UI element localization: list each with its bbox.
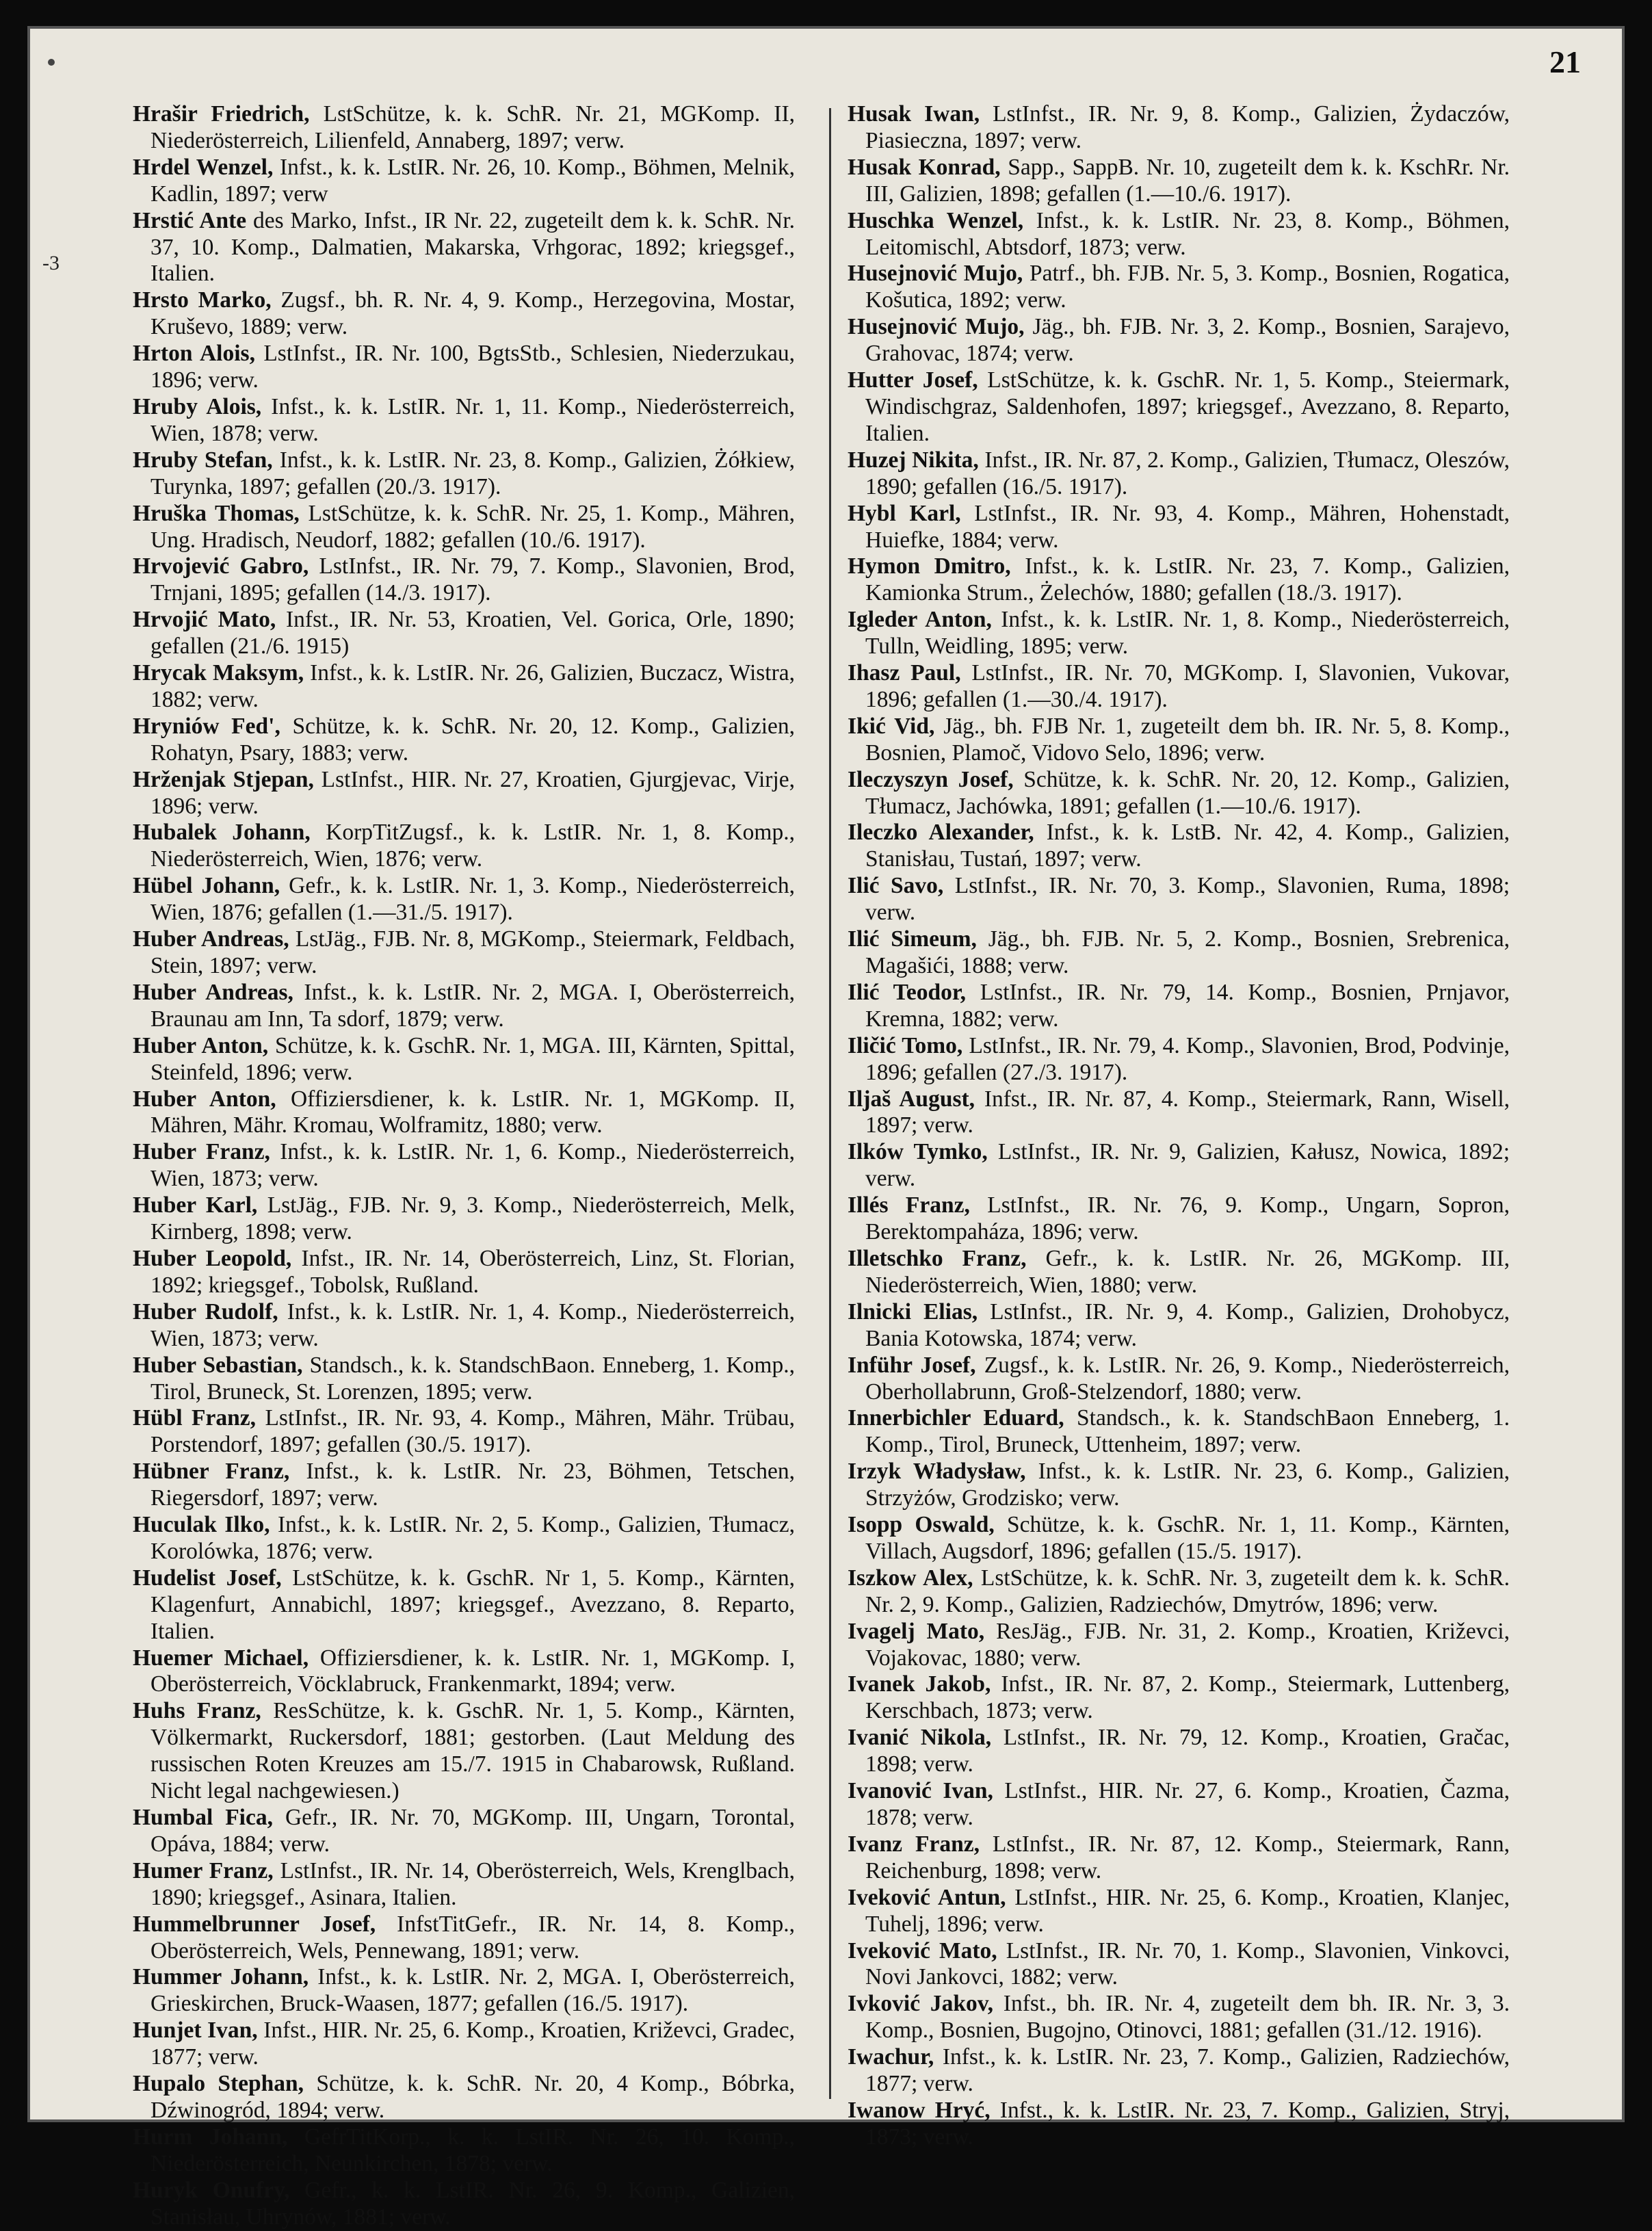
- register-entry: [133, 1459, 795, 1512]
- entry-details: Jäg., bh. FJB. Nr. 5, 2. Komp., Bosnien, Srebrenica, Magašići, 1888; verw.: [865, 926, 1510, 978]
- entry-details: LstInfst., IR. Nr. 100, BgtsStb., Schlesien, Niederzukau, 1896; verw.: [150, 341, 795, 393]
- register-entry: [133, 1299, 795, 1353]
- entry-details: Infst., k. k. LstB. Nr. 42, 4. Komp., Galizien, Stanisłau, Tustań, 1897; verw.: [865, 820, 1510, 872]
- register-entry: [848, 1885, 1510, 1938]
- register-entry: [848, 208, 1510, 261]
- entry-name: Ilić Simeum,: [848, 926, 977, 952]
- entry-name: Hupalo Stephan,: [133, 2071, 304, 2097]
- entry-details: GefrTitKorp., k. k. LstIR. Nr. 26, 10. Komp., Niederösterreich, Neunkirchen, 1878; verw.: [150, 2124, 795, 2176]
- entry-name: Humer Franz,: [133, 1857, 274, 1883]
- entry-name: Ileczko Alexander,: [848, 820, 1034, 846]
- entry-name: Huber Franz,: [133, 1139, 270, 1165]
- register-entry: [848, 1086, 1510, 1140]
- register-entry: [133, 447, 795, 501]
- entry-name: Hruška Thomas,: [133, 500, 300, 526]
- entry-name: Hruby Stefan,: [133, 447, 273, 473]
- entry-details: Infst., IR. Nr. 53, Kroatien, Vel. Gorica, Orle, 1890; gefallen (21./6. 1915): [150, 607, 795, 660]
- entry-details: LstJäg., FJB. Nr. 9, 3. Komp., Niederösterreich, Melk, Kirnberg, 1898; verw.: [150, 1192, 796, 1245]
- entry-name: Hübner Franz,: [133, 1459, 290, 1485]
- register-entry: [133, 394, 795, 447]
- register-entry: [848, 1139, 1510, 1192]
- entry-name: Ilić Savo,: [848, 873, 944, 899]
- entry-name: Hunjet Ivan,: [133, 2018, 258, 2044]
- entry-name: Ivković Jakov,: [848, 1991, 994, 2017]
- entry-name: Ilić Teodor,: [848, 979, 967, 1005]
- register-entry: [848, 1725, 1510, 1778]
- entry-details: KorpTitZugsf., k. k. LstIR. Nr. 1, 8. Komp., Niederösterreich, Wien, 1876; verw.: [150, 820, 795, 872]
- entry-details: Zugsf., k. k. LstIR. Nr. 26, 9. Komp., Niederösterreich, Oberhollabrunn, Groß-Stelzendorf, 1880; verw.: [865, 1352, 1510, 1405]
- entry-details: Infst., k. k. LstIR. Nr. 1, 11. Komp., Niederösterreich, Wien, 1878; verw.: [150, 393, 796, 446]
- entry-name: Hutter Josef,: [848, 367, 978, 393]
- register-entry: [133, 1033, 795, 1086]
- entry-name: Hrvojić Mato,: [133, 607, 276, 633]
- register-entry: [848, 767, 1510, 820]
- register-entry: [133, 1912, 795, 1965]
- entry-name: Huber Karl,: [133, 1192, 258, 1218]
- register-entry: [133, 980, 795, 1033]
- entry-name: Ivanz Franz,: [848, 1831, 980, 1857]
- entry-details: Schütze, k. k. GschR. Nr. 1, MGA. III, Kärnten, Spittal, Steinfeld, 1896; verw.: [150, 1032, 795, 1085]
- entry-name: Hybl Karl,: [848, 500, 961, 526]
- entry-details: Schütze, k. k. GschR. Nr. 1, 11. Komp., Kärnten, Villach, Augsdorf, 1896; gefallen (15./5. 1917).: [865, 1512, 1510, 1564]
- document-page: [27, 26, 1625, 2230]
- register-entry: [133, 1405, 795, 1459]
- entry-name: Ivanek Jakob,: [848, 1671, 991, 1697]
- entry-name: Huber Anton,: [133, 1032, 269, 1058]
- register-entry: [848, 1512, 1510, 1565]
- entry-details: LstInfst., IR. Nr. 9, 8. Komp., Galizien, Żydaczów, Piasieczna, 1897; verw.: [865, 101, 1510, 153]
- register-entry: [133, 1698, 795, 1805]
- entry-details: Schütze, k. k. SchR. Nr. 20, 12. Komp., Galizien, Rohatyn, Psary, 1883; verw.: [150, 713, 796, 766]
- entry-details: LstInfst., IR. Nr. 76, 9. Komp., Ungarn, Sopron, Berektompaháza, 1896; verw.: [865, 1192, 1510, 1245]
- entry-details: LstInfst., HIR. Nr. 27, 6. Komp., Kroatien, Čazma, 1878; verw.: [865, 1778, 1510, 1830]
- entry-name: Huschka Wenzel,: [848, 207, 1024, 233]
- entry-details: Jäg., bh. FJB. Nr. 3, 2. Komp., Bosnien, Sarajevo, Grahovac, 1874; verw.: [865, 314, 1510, 367]
- register-entry: [848, 155, 1510, 208]
- register-entry: [133, 1139, 795, 1192]
- entry-details: Infst., bh. IR. Nr. 4, zugeteilt dem bh. IR. Nr. 3, 3. Komp., Bosnien, Bugojno, Otinovci, 1881; gefallen (31./12. 1916).: [865, 1991, 1510, 2044]
- entry-details: Offiziersdiener, k. k. LstIR. Nr. 1, MGKomp. II, Mähren, Mähr. Kromau, Wolframitz, 1880; verw.: [150, 1086, 796, 1138]
- entry-details: Standsch., k. k. StandschBaon. Enneberg, 1. Komp., Tirol, Bruneck, St. Lorenzen, 1895; verw.: [150, 1352, 795, 1405]
- register-entry: [848, 1299, 1510, 1353]
- entry-details: LstInfst., IR. Nr. 70, 3. Komp., Slavonien, Ruma, 1898; verw.: [865, 873, 1510, 926]
- entry-details: Infst., k. k. LstIR. Nr. 23, 7. Komp., Galizien, Stryj, 1873; verw.: [865, 2097, 1510, 2150]
- entry-name: Igleder Anton,: [848, 607, 992, 633]
- register-entry: [848, 1619, 1510, 1672]
- entry-name: Iwanow Hryć,: [848, 2097, 991, 2123]
- register-entry: [848, 1192, 1510, 1246]
- entry-name: Ivanović Ivan,: [848, 1778, 993, 1804]
- entry-details: InfstTitGefr., IR. Nr. 14, 8. Komp., Oberösterreich, Wels, Pennewang, 1891; verw.: [150, 1911, 796, 1963]
- entry-name: Iljaš August,: [848, 1086, 975, 1112]
- entry-details: Infst., k. k. LstIR. Nr. 2, 5. Komp., Galizien, Tłumacz, Korolówka, 1876; verw.: [150, 1512, 795, 1564]
- entry-details: Infst., k. k. LstIR. Nr. 23, 8. Komp., Galizien, Żółkiew, Turynka, 1897; gefallen (20./3. 1917).: [150, 447, 796, 499]
- entry-details: LstJäg., FJB. Nr. 8, MGKomp., Steiermark, Feldbach, Stein, 1897; verw.: [150, 926, 795, 978]
- entry-details: Gefr., k. k. LstIR. Nr. 26, 9. Komp., Galizien, Stanisłau, Uhrynów, 1881; verw.: [150, 2177, 796, 2230]
- register-entry: [133, 1645, 795, 1699]
- entry-details: Infst., IR. Nr. 14, Oberösterreich, Linz, St. Florian, 1892; kriegsgef., Tobolsk, Rußland.: [150, 1245, 795, 1298]
- register-entry: [848, 1405, 1510, 1459]
- entry-name: Hrycak Maksym,: [133, 660, 304, 686]
- register-entry: [848, 1033, 1510, 1086]
- register-entry: [133, 2071, 795, 2124]
- entry-details: Infst., k. k. LstIR. Nr. 2, MGA. I, Oberösterreich, Grieskirchen, Bruck-Waasen, 1877; gefallen (16./5. 1917).: [150, 1964, 796, 2017]
- entry-name: Ivagelj Mato,: [848, 1618, 985, 1644]
- register-entry: [848, 1778, 1510, 1831]
- register-entry: [848, 1671, 1510, 1725]
- left-column: [133, 101, 795, 2231]
- register-entry: [848, 314, 1510, 367]
- register-entry: [133, 767, 795, 820]
- register-entry: [133, 2178, 795, 2231]
- entry-details: des Marko, Infst., IR Nr. 22, zugeteilt dem k. k. SchR. Nr. 37, 10. Komp., Dalmatien, Makarska, Vrhgorac, 1892; kriegsgef., Italien.: [150, 207, 796, 287]
- entry-details: Infst., IR. Nr. 87, 2. Komp., Steiermark, Luttenberg, Kerschbach, 1873; verw.: [865, 1671, 1510, 1724]
- entry-name: Ileczyszyn Josef,: [848, 766, 1014, 792]
- register-entry: [848, 1565, 1510, 1619]
- register-entry: [848, 1459, 1510, 1512]
- entry-details: Patrf., bh. FJB. Nr. 5, 3. Komp., Bosnien, Rogatica, Košutica, 1892; verw.: [865, 261, 1510, 313]
- register-entry: [848, 367, 1510, 447]
- register-entry: [133, 873, 795, 926]
- register-entry: [848, 261, 1510, 314]
- register-entry: [848, 714, 1510, 767]
- entry-details: Infst., k. k. LstIR. Nr. 1, 8. Komp., Niederösterreich, Tulln, Weidling, 1895; verw.: [865, 607, 1510, 660]
- entry-name: Ikić Vid,: [848, 713, 935, 739]
- register-entry: [848, 2098, 1510, 2151]
- column-divider: [829, 108, 831, 2099]
- entry-name: Huber Andreas,: [133, 979, 293, 1005]
- entry-name: Husejnović Mujo,: [848, 261, 1023, 287]
- entry-details: LstInfst., HIR. Nr. 25, 6. Komp., Kroatien, Klanjec, Tuhelj, 1896; verw.: [865, 1884, 1510, 1937]
- entry-name: Huber Andreas,: [133, 926, 289, 952]
- register-entry: [133, 1964, 795, 2018]
- entry-name: Huber Leopold,: [133, 1245, 292, 1271]
- entry-details: Infst., k. k. LstIR. Nr. 1, 6. Komp., Niederösterreich, Wien, 1873; verw.: [150, 1139, 795, 1192]
- register-entry: [133, 1353, 795, 1406]
- register-entry: [848, 1246, 1510, 1299]
- entry-name: Hubalek Johann,: [133, 820, 311, 846]
- entry-name: Ilków Tymko,: [848, 1139, 988, 1165]
- entry-details: LstSchütze, k. k. GschR. Nr 1, 5. Komp., Kärnten, Klagenfurt, Annabichl, 1897; kriegsgef., Avezzano, 8. Reparto, Italien.: [150, 1565, 796, 1644]
- entry-name: Hummelbrunner Josef,: [133, 1911, 376, 1937]
- register-entry: [848, 2044, 1510, 2098]
- register-entry: [848, 607, 1510, 660]
- register-entry: [133, 101, 795, 155]
- entry-name: Hudelist Josef,: [133, 1565, 282, 1591]
- entry-name: Hrton Alois,: [133, 341, 255, 367]
- right-column: [848, 101, 1510, 2151]
- register-entry: [133, 1858, 795, 1912]
- register-entry: [133, 2124, 795, 2178]
- entry-details: LstSchütze, k. k. GschR. Nr. 1, 5. Komp., Steiermark, Windischgraz, Saldenhofen, 1897; kriegsgef., Avezzano, 8. Reparto, Italien.: [865, 367, 1510, 446]
- entry-details: Gefr., k. k. LstIR. Nr. 26, MGKomp. III, Niederösterreich, Wien, 1880; verw.: [865, 1245, 1510, 1298]
- entry-details: Infst., k. k. LstIR. Nr. 1, 4. Komp., Niederösterreich, Wien, 1873; verw.: [150, 1299, 796, 1351]
- entry-details: LstInfst., IR. Nr. 70, MGKomp. I, Slavonien, Vukovar, 1896; gefallen (1.—30./4. 1917).: [865, 660, 1510, 712]
- register-entry: [133, 341, 795, 394]
- margin-dot: [48, 59, 55, 66]
- register-entry: [133, 1086, 795, 1140]
- entry-details: Schütze, k. k. SchR. Nr. 20, 4 Komp., Bóbrka, Dźwinogród, 1894; verw.: [150, 2071, 795, 2123]
- entry-name: Hübel Johann,: [133, 873, 280, 899]
- entry-details: Infst., k. k. LstIR. Nr. 2, MGA. I, Oberösterreich, Braunau am Inn, Ta sdorf, 1879; verw.: [150, 979, 796, 1032]
- entry-details: Jäg., bh. FJB Nr. 1, zugeteilt dem bh. IR. Nr. 5, 8. Komp., Bosnien, Plamoč, Vidovo Selo, 1896; verw.: [865, 713, 1510, 766]
- register-entry: [133, 660, 795, 714]
- entry-details: Zugsf., bh. R. Nr. 4, 9. Komp., Herzegovina, Mostar, Kruševo, 1889; verw.: [150, 287, 795, 340]
- page-number: 21: [1549, 44, 1581, 79]
- register-entry: [848, 926, 1510, 980]
- entry-details: Infst., k. k. LstIR. Nr. 26, 10. Komp., Böhmen, Melnik, Kadlin, 1897; verw: [150, 154, 795, 207]
- register-entry: [133, 1805, 795, 1858]
- entry-name: Ilnicki Elias,: [848, 1299, 978, 1325]
- entry-details: Standsch., k. k. StandschBaon Enneberg, 1. Komp., Tirol, Bruneck, Uttenheim, 1897; verw.: [865, 1405, 1510, 1458]
- register-entry: [848, 101, 1510, 155]
- entry-details: LstInfst., IR. Nr. 87, 12. Komp., Steiermark, Rann, Reichenburg, 1898; verw.: [865, 1831, 1510, 1883]
- entry-name: Illetschko Franz,: [848, 1245, 1027, 1271]
- register-entry: [133, 553, 795, 607]
- entry-name: Husejnović Mujo,: [848, 314, 1025, 340]
- entry-details: LstInfst., IR. Nr. 79, 4. Komp., Slavonien, Brod, Podvinje, 1896; gefallen (27./3. 1917).: [865, 1032, 1510, 1085]
- entry-details: LstInfst., IR. Nr. 9, 4. Komp., Galizien, Drohobycz, Bania Kotowska, 1874; verw.: [865, 1299, 1510, 1351]
- entry-name: Hymon Dmitro,: [848, 553, 1011, 579]
- entry-details: Infst., k. k. LstIR. Nr. 23, 6. Komp., Galizien, Strzyżów, Grodzisko; verw.: [865, 1459, 1510, 1511]
- entry-details: Gefr., k. k. LstIR. Nr. 1, 3. Komp., Niederösterreich, Wien, 1876; gefallen (1.—31./5. 1917).: [150, 873, 796, 926]
- register-entry: [848, 447, 1510, 501]
- entry-details: LstSchütze, k. k. SchR. Nr. 21, MGKomp. II, Niederösterreich, Lilienfeld, Annaberg, 1897; verw.: [150, 101, 795, 153]
- entry-name: Ihasz Paul,: [848, 660, 961, 686]
- entry-name: Hrsto Marko,: [133, 287, 272, 313]
- register-entry: [133, 155, 795, 208]
- entry-details: ResSchütze, k. k. GschR. Nr. 1, 5. Komp., Kärnten, Völkermarkt, Ruckersdorf, 1881; gestorben. (Laut Meldung des russischen Roten Kreuzes am 15./7. 1915 in Chabarowsk, Rußland. Nicht legal nachgewiesen.): [150, 1698, 795, 1804]
- register-entry: [133, 1512, 795, 1565]
- entry-details: Infst., k. k. LstIR. Nr. 23, 7. Komp., Galizien, Radziechów, 1877; verw.: [865, 2044, 1510, 2097]
- register-entry: [133, 926, 795, 980]
- entry-details: Infst., IR. Nr. 87, 4. Komp., Steiermark, Rann, Wisell, 1897; verw.: [865, 1086, 1510, 1138]
- entry-details: LstInfst., IR. Nr. 9, Galizien, Kałusz, Nowica, 1892; verw.: [865, 1139, 1510, 1192]
- entry-details: Infst., k. k. LstIR. Nr. 26, Galizien, Buczacz, Wistra, 1882; verw.: [150, 660, 795, 712]
- register-entry: [133, 1565, 795, 1645]
- register-entry: [848, 1353, 1510, 1406]
- entry-name: Irzyk Władysław,: [848, 1459, 1026, 1485]
- margin-mark: -3: [42, 252, 60, 274]
- entry-details: Infst., IR. Nr. 87, 2. Komp., Galizien, Tłumacz, Oleszów, 1890; gefallen (16./5. 1917).: [865, 447, 1510, 499]
- register-entry: [133, 1192, 795, 1246]
- entry-details: Infst., HIR. Nr. 25, 6. Komp., Kroatien, Križevci, Gradec, 1877; verw.: [150, 2018, 796, 2070]
- entry-details: Sapp., SappB. Nr. 10, zugeteilt dem k. k. KschRr. Nr. III, Galizien, 1898; gefallen (1.—10./6. 1917).: [865, 154, 1510, 207]
- entry-name: Huculak Ilko,: [133, 1512, 270, 1538]
- entry-name: Huryk Onufry,: [133, 2177, 290, 2203]
- register-entry: [848, 501, 1510, 554]
- entry-details: LstInfst., IR. Nr. 79, 12. Komp., Kroatien, Gračac, 1898; verw.: [865, 1725, 1510, 1777]
- register-entry: [848, 820, 1510, 873]
- entry-details: LstInfst., IR. Nr. 79, 14. Komp., Bosnien, Prnjavor, Kremna, 1882; verw.: [865, 979, 1510, 1032]
- register-entry: [133, 208, 795, 288]
- entry-name: Hrženjak Stjepan,: [133, 766, 314, 792]
- register-entry: [133, 2018, 795, 2071]
- entry-name: Hrvojević Gabro,: [133, 553, 309, 579]
- entry-details: LstInfst., IR. Nr. 93, 4. Komp., Mähren, Hohenstadt, Huiefke, 1884; verw.: [865, 500, 1510, 553]
- entry-name: Hryniów Fed',: [133, 713, 280, 739]
- register-entry: [133, 820, 795, 873]
- register-entry: [133, 714, 795, 767]
- entry-details: Gefr., IR. Nr. 70, MGKomp. III, Ungarn, Torontal, Opáva, 1884; verw.: [150, 1805, 795, 1857]
- entry-name: Iszkow Alex,: [848, 1565, 973, 1591]
- entry-name: Iličić Tomo,: [848, 1032, 963, 1058]
- entry-name: Hurm Johann,: [133, 2124, 288, 2150]
- entry-name: Hrstić Ante: [133, 207, 247, 233]
- entry-name: Huzej Nikita,: [848, 447, 979, 473]
- entry-details: Offiziersdiener, k. k. LstIR. Nr. 1, MGKomp. I, Oberösterreich, Vöcklabruck, Frankenmarkt, 1894; verw.: [150, 1645, 796, 1697]
- entry-details: LstSchütze, k. k. SchR. Nr. 25, 1. Komp., Mähren, Ung. Hradisch, Neudorf, 1882; gefallen (10./6. 1917).: [150, 500, 795, 553]
- register-entry: [133, 607, 795, 660]
- entry-details: LstInfst., IR. Nr. 79, 7. Komp., Slavonien, Brod, Trnjani, 1895; gefallen (14./3. 1917).: [150, 553, 795, 606]
- register-entry: [848, 1831, 1510, 1885]
- entry-name: Isopp Oswald,: [848, 1512, 995, 1538]
- entry-name: Innerbichler Eduard,: [848, 1405, 1064, 1431]
- register-entry: [848, 1938, 1510, 1992]
- entry-name: Illés Franz,: [848, 1192, 970, 1218]
- register-entry: [133, 287, 795, 341]
- register-entry: [848, 980, 1510, 1033]
- entry-name: Inführ Josef,: [848, 1352, 976, 1378]
- entry-name: Husak Konrad,: [848, 154, 1001, 180]
- entry-name: Hruby Alois,: [133, 393, 262, 419]
- entry-details: LstInfst., IR. Nr. 70, 1. Komp., Slavonien, Vinkovci, Novi Jankovci, 1882; verw.: [865, 1938, 1510, 1990]
- entry-details: LstInfst., IR. Nr. 93, 4. Komp., Mähren, Mähr. Trübau, Porstendorf, 1897; gefallen (30./5. 1917).: [150, 1405, 795, 1458]
- register-entry: [848, 660, 1510, 714]
- register-entry: [133, 1246, 795, 1299]
- entry-name: Huemer Michael,: [133, 1645, 309, 1671]
- register-entry: [848, 1991, 1510, 2044]
- entry-details: Infst., k. k. LstIR. Nr. 23, 7. Komp., Galizien, Kamionka Strum., Żelechów, 1880; gefallen (18./3. 1917).: [865, 553, 1510, 606]
- entry-name: Humbal Fica,: [133, 1805, 273, 1830]
- entry-name: Huhs Franz,: [133, 1698, 261, 1724]
- register-entry: [848, 553, 1510, 607]
- entry-details: LstInfst., HIR. Nr. 27, Kroatien, Gjurgjevac, Virje, 1896; verw.: [150, 766, 796, 819]
- entry-name: Huber Anton,: [133, 1086, 276, 1112]
- entry-name: Huber Rudolf,: [133, 1299, 278, 1325]
- entry-name: Huber Sebastian,: [133, 1352, 303, 1378]
- entry-details: LstInfst., IR. Nr. 14, Oberösterreich, Wels, Krenglbach, 1890; kriegsgef., Asinara, Italien.: [150, 1857, 795, 1910]
- entry-name: Hrašir Friedrich,: [133, 101, 310, 127]
- entry-name: Iwachur,: [848, 2044, 934, 2070]
- register-entry: [133, 501, 795, 554]
- entry-name: Hummer Johann,: [133, 1964, 309, 1990]
- entry-details: Infst., k. k. LstIR. Nr. 23, Böhmen, Tetschen, Riegersdorf, 1897; verw.: [150, 1459, 795, 1511]
- register-entry: [848, 873, 1510, 926]
- entry-name: Iveković Antun,: [848, 1884, 1006, 1910]
- entry-details: Infst., k. k. LstIR. Nr. 23, 8. Komp., Böhmen, Leitomischl, Abtsdorf, 1873; verw.: [865, 207, 1510, 260]
- entry-name: Ivanić Nikola,: [848, 1725, 992, 1751]
- entry-details: Schütze, k. k. SchR. Nr. 20, 12. Komp., Galizien, Tłumacz, Jachówka, 1891; gefallen (1.—10./6. 1917).: [865, 766, 1510, 819]
- entry-name: Hrdel Wenzel,: [133, 154, 274, 180]
- entry-details: ResJäg., FJB. Nr. 31, 2. Komp., Kroatien, Križevci, Vojakovac, 1880; verw.: [865, 1618, 1510, 1671]
- entry-name: Hübl Franz,: [133, 1405, 257, 1431]
- entry-name: Iveković Mato,: [848, 1938, 997, 1963]
- entry-details: LstSchütze, k. k. SchR. Nr. 3, zugeteilt dem k. k. SchR. Nr. 2, 9. Komp., Galizien, Radziechów, Dmytrów, 1896; verw.: [865, 1565, 1510, 1617]
- entry-name: Husak Iwan,: [848, 101, 980, 127]
